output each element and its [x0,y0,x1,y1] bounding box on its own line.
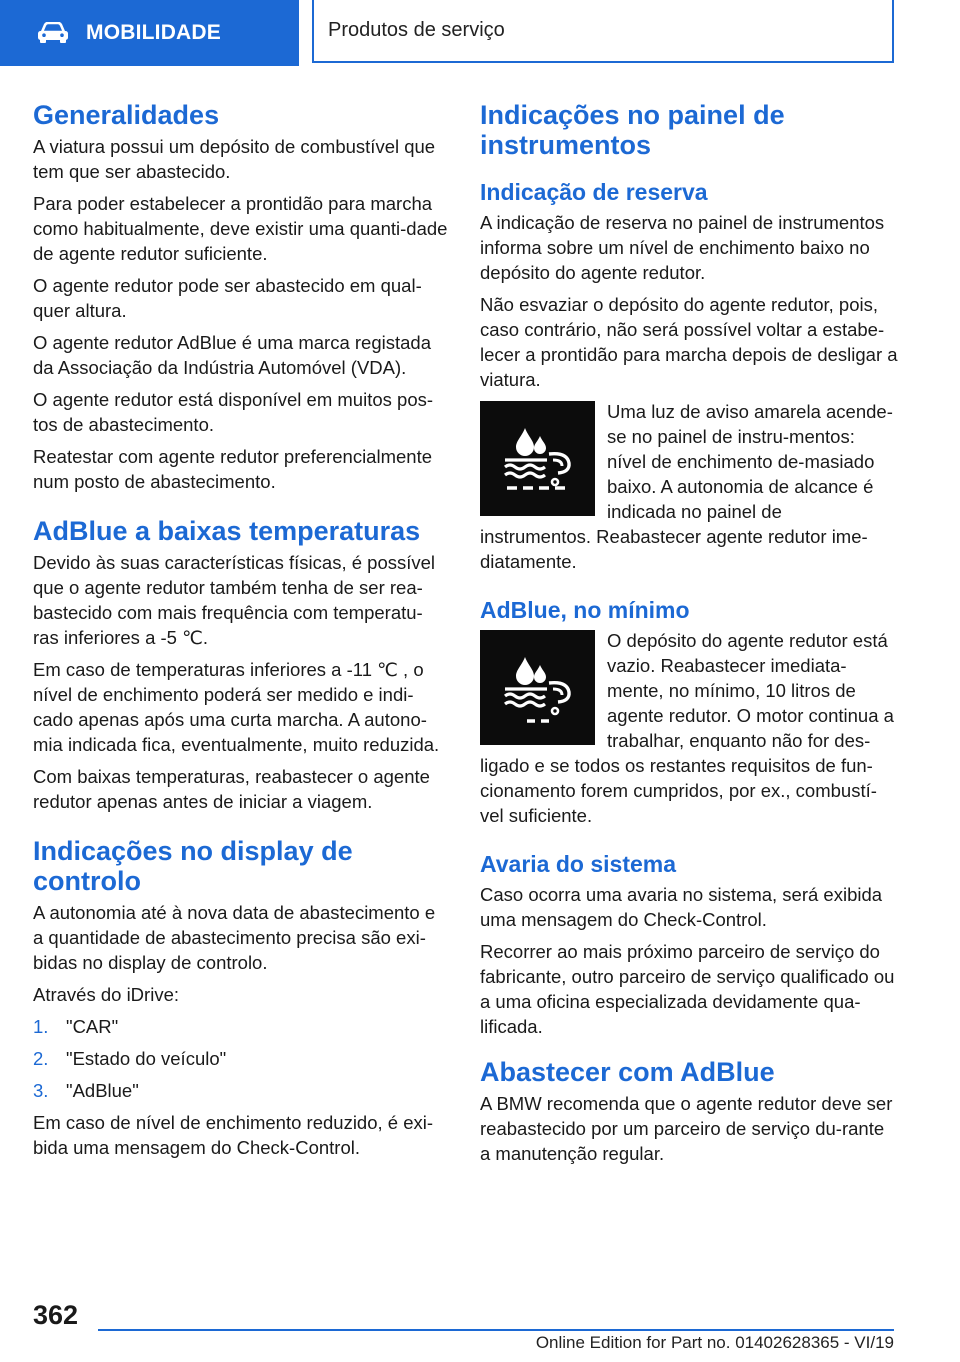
paragraph: Em caso de nível de enchimento reduzido, é exi-bida uma mensagem do Check-Control. [33,1112,434,1158]
adblue-minimum-warning-icon [480,630,595,745]
list-item-number: 2. [33,1048,49,1069]
paragraph: O agente redutor está disponível em muitos pos-tos de abastecimento. [33,389,434,435]
list-item-text: "CAR" [66,1016,119,1037]
paragraph: Reatestar com agente redutor preferencialmente num posto de abastecimento. [33,446,432,492]
paragraph: Para poder estabelecer a prontidão para marcha como habitualmente, deve existir uma quanti-dade de agente redutor suficiente. [33,193,448,264]
list-item [33,1046,448,1071]
adblue-reserve-warning-icon [480,401,595,516]
paragraph: Com baixas temperaturas, reabastecer o agente redutor apenas antes de iniciar a viagem. [33,766,430,812]
paragraph: Através do iDrive: [33,984,179,1005]
adblue-minimum-warning-icon-graphic [495,645,581,731]
heading-abastecer-adblue: Abastecer com AdBlue [480,1057,775,1087]
idrive-steps-list [33,1014,448,1103]
heading-generalidades: Generalidades [33,100,220,130]
paragraph: O depósito do agente redutor está vazio. Reabastecer imediata-mente, no mínimo, 10 litros de agente redutor. O motor continua a trabalhar, enquanto não for des-ligado e se todos os restantes requisitos de fun-cionamento forem cumpridos, por ex., combustí-vel suficiente. [480,630,894,826]
page-header [0,0,960,66]
section-tab-mobilidade [0,0,299,66]
heading-adblue-minimo: AdBlue, no mínimo [480,597,690,623]
edition-note: Online Edition for Part no. 01402628365 - VI/19 [535,1333,894,1352]
heading-indicacao-reserva: Indicação de reserva [480,179,708,205]
heading-indicacoes-painel: Indicações no painel de instrumentos [480,100,785,160]
heading-adblue-baixas-temperaturas: AdBlue a baixas temperaturas [33,516,421,546]
paragraph: Em caso de temperaturas inferiores a -11 ℃ , o nível de enchimento poderá ser medido e indi-cado apenas após uma curta marcha. A autono-mia indicada fica, eventualmente, muito reduzida. [33,659,440,755]
page-number: 362 [33,1300,79,1330]
paragraph: Devido às suas características físicas, é possível que o agente redutor também tenha de ser rea-bastecido com mais frequência com temperatu-ras inferiores a -5 ℃. [33,552,436,648]
paragraph: A BMW recomenda que o agente redutor deve ser reabastecido por um parceiro de serviço du-rante a manutenção regular. [480,1093,893,1164]
paragraph: A indicação de reserva no painel de instrumentos informa sobre um nível de enchimento baixo no depósito do agente redutor. [480,212,885,283]
paragraph: Uma luz de aviso amarela acende-se no painel de instru-mentos: nível de enchimento de-masiado baixo. A autonomia de alcance é indicada no painel de instrumentos. Reabastecer agente redutor ime-diatamente. [480,401,893,572]
right-column [480,100,898,1173]
paragraph: Recorrer ao mais próximo parceiro de serviço do fabricante, outro parceiro de serviço qualificado ou a uma oficina especializada devidamente qua-lificada. [480,941,895,1037]
list-item-number: 3. [33,1080,49,1101]
list-item [33,1014,448,1039]
car-icon [36,22,70,44]
paragraph: Não esvaziar o depósito do agente redutor, pois, caso contrário, não será possível voltar a estabe-lecer a prontidão para marcha depois de desligar a viatura. [480,294,898,390]
list-item-text: "AdBlue" [66,1080,139,1101]
paragraph: O agente redutor pode ser abastecido em qual-quer altura. [33,275,422,321]
left-column [33,100,448,1167]
list-item [33,1078,448,1103]
heading-avaria-sistema: Avaria do sistema [480,851,677,877]
heading-indicacoes-display: Indicações no display de controlo [33,836,353,896]
reserve-warning-block [480,399,898,574]
minimum-warning-block [480,628,898,828]
footer-divider [98,1329,894,1331]
chapter-tab [312,0,894,63]
paragraph: A autonomia até à nova data de abastecimento e a quantidade de abastecimento precisa são exi-bidas no display de controlo. [33,902,436,973]
paragraph: O agente redutor AdBlue é uma marca registada da Associação da Indústria Automóvel (VDA). [33,332,431,378]
section-tab-label: MOBILIDADE [86,21,221,44]
paragraph: A viatura possui um depósito de combustível que tem que ser abastecido. [33,136,436,182]
list-item-text: "Estado do veículo" [66,1048,227,1069]
adblue-reserve-warning-icon-graphic [495,416,581,502]
chapter-tab-label: Produtos de serviço [328,19,505,41]
paragraph: Caso ocorra uma avaria no sistema, será exibida uma mensagem do Check-Control. [480,884,883,930]
list-item-number: 1. [33,1016,49,1037]
